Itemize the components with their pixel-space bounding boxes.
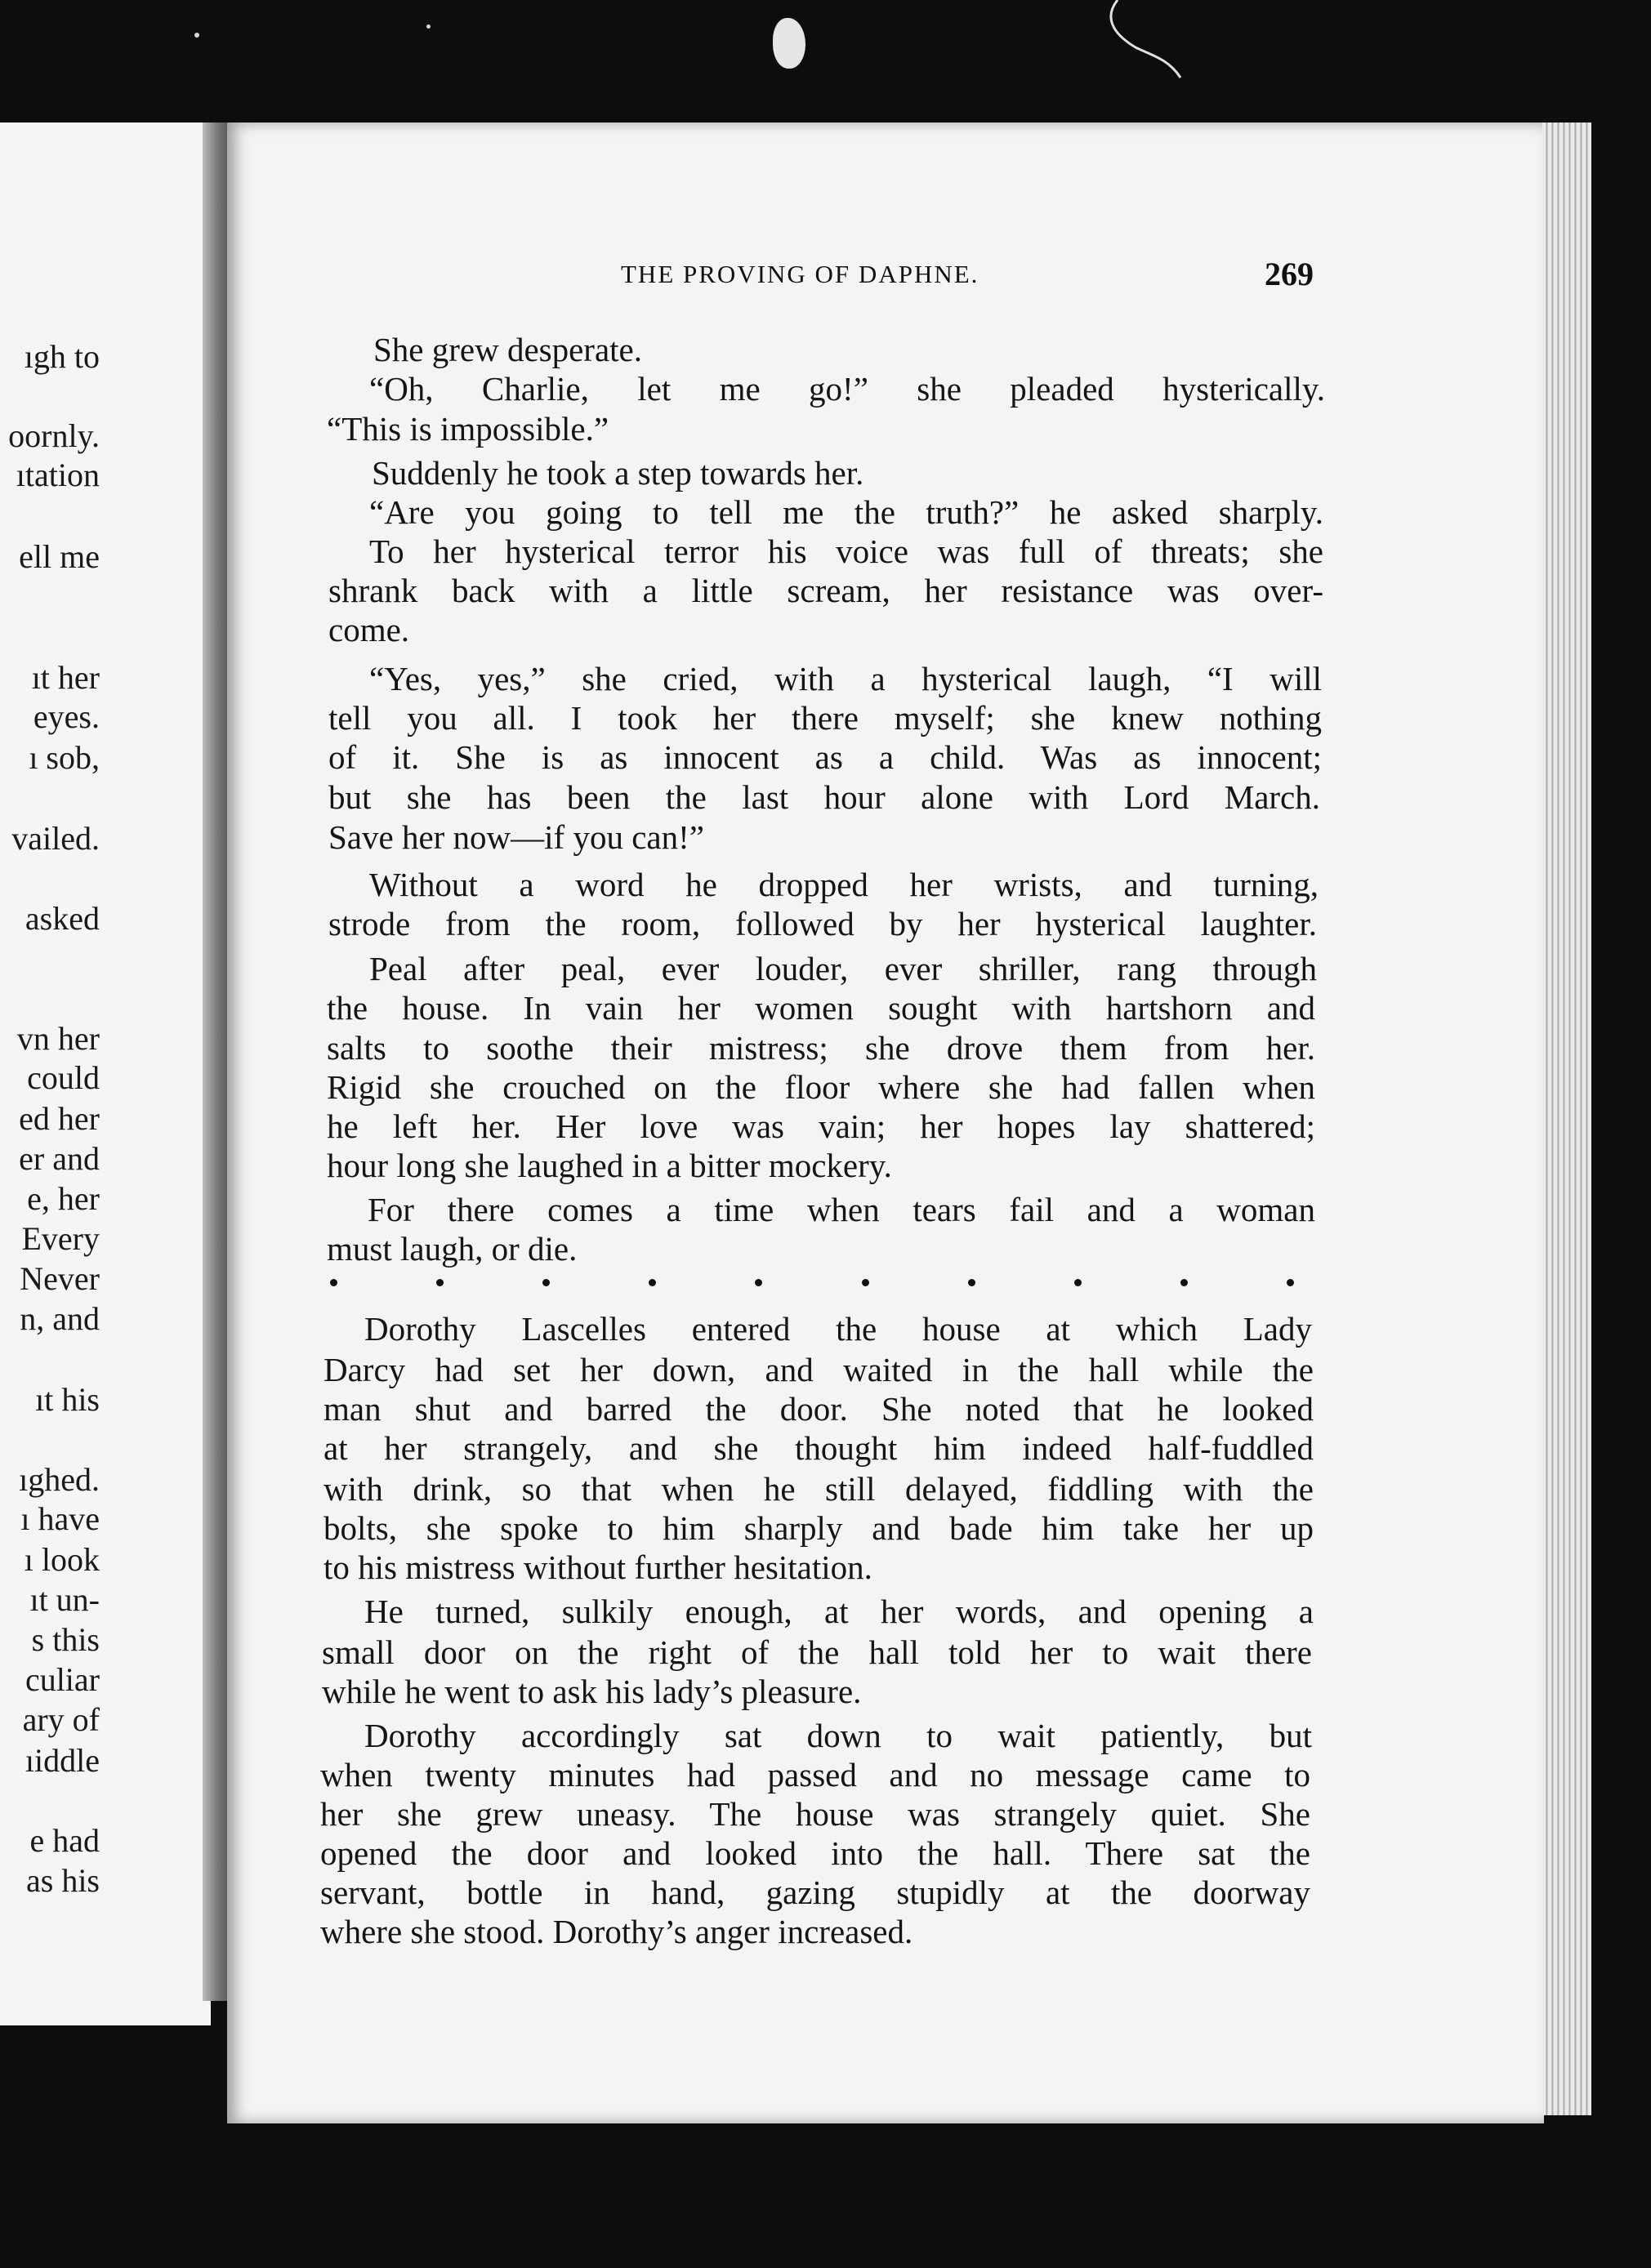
dot — [862, 1279, 869, 1286]
text-line: salts to soothe their mistress; she drove them from her. — [327, 1029, 1315, 1067]
text-line: to his mistress without further hesitation. — [324, 1548, 872, 1586]
text-line: with drink, so that when he still delayed, fiddling with the — [324, 1470, 1314, 1508]
left-page-line: culiar — [25, 1661, 100, 1698]
text-line: Save her now—if you can!” — [328, 818, 704, 856]
text-line: “This is impossible.” — [327, 410, 609, 448]
hair-fiber — [1103, 0, 1201, 90]
text-line: while he went to ask his lady’s pleasure. — [322, 1673, 862, 1710]
text-line: come. — [328, 611, 410, 648]
running-head: THE PROVING OF DAPHNE. — [621, 260, 979, 288]
page-number: 269 — [1265, 256, 1314, 292]
text-line: Dorothy Lascelles entered the house at which Lady — [364, 1310, 1312, 1348]
left-page-line: oornly. — [8, 417, 100, 454]
page-edges — [1542, 123, 1591, 2115]
text-line: Rigid she crouched on the floor where she had fallen when — [327, 1068, 1315, 1106]
dot — [1074, 1279, 1082, 1286]
left-page-line: e, her — [27, 1180, 100, 1217]
left-page-line: ıt her — [31, 659, 100, 696]
dust-speck — [773, 18, 805, 69]
dust-speck — [194, 33, 199, 38]
left-page-line: e had — [29, 1822, 100, 1859]
left-page-line: ell me — [19, 538, 100, 575]
left-page-line: ı look — [24, 1541, 100, 1578]
left-page-line: ıt his — [35, 1381, 100, 1418]
left-page-line: ıt un- — [29, 1581, 100, 1618]
dot — [542, 1279, 550, 1286]
left-page-line: ıgh to — [24, 338, 100, 375]
left-page — [0, 123, 211, 2025]
text-line: bolts, she spoke to him sharply and bade him take her up — [324, 1509, 1314, 1547]
left-page-line: ary of — [22, 1701, 100, 1738]
text-line: shrank back with a little scream, her resistance was over- — [328, 572, 1323, 609]
text-line: “Oh, Charlie, let me go!” she pleaded hysterically. — [369, 370, 1325, 408]
left-page-line: Every — [21, 1220, 100, 1257]
text-line: Peal after peal, ever louder, ever shriller, rang through — [369, 950, 1317, 987]
left-page-line: vn her — [16, 1020, 100, 1057]
left-page-line: ı have — [20, 1500, 100, 1537]
text-line: but she has been the last hour alone with Lord March. — [328, 778, 1320, 816]
text-line: he left her. Her love was vain; her hopes lay shattered; — [327, 1107, 1315, 1145]
left-page-line: Never — [20, 1260, 100, 1297]
dot — [1287, 1279, 1294, 1286]
left-page-line: asked — [25, 900, 100, 937]
left-page-line: vailed. — [11, 820, 100, 857]
text-line: Dorothy accordingly sat down to wait patiently, but — [364, 1717, 1312, 1754]
text-line: strode from the room, followed by her hysterical laughter. — [328, 905, 1317, 942]
dot — [755, 1279, 762, 1286]
dust-speck — [426, 25, 431, 29]
text-line: Without a word he dropped her wrists, and turning, — [369, 866, 1319, 903]
text-line: tell you all. I took her there myself; she knew nothing — [328, 699, 1322, 737]
text-line: opened the door and looked into the hall. There sat the — [320, 1834, 1310, 1872]
text-line: small door on the right of the hall told her to wait there — [322, 1633, 1312, 1671]
text-line: For there comes a time when tears fail and a woman — [368, 1191, 1315, 1228]
dot — [330, 1279, 337, 1286]
left-page-line: ıghed. — [19, 1461, 100, 1498]
dot — [1180, 1279, 1188, 1286]
text-line: Darcy had set her down, and waited in the hall while the — [324, 1351, 1314, 1388]
text-line: To her hysterical terror his voice was full of threats; she — [369, 532, 1323, 570]
left-page-line: ıiddle — [25, 1742, 100, 1779]
left-page-line: s this — [31, 1621, 100, 1658]
text-line: when twenty minutes had passed and no message came to — [320, 1756, 1310, 1793]
text-line: servant, bottle in hand, gazing stupidly at the doorway — [320, 1874, 1310, 1911]
dot — [436, 1279, 444, 1286]
text-line: the house. In vain her women sought with hartshorn and — [327, 989, 1315, 1027]
text-line: “Yes, yes,” she cried, with a hysterical laugh, “I will — [369, 660, 1322, 697]
left-page-line: ı sob, — [29, 739, 100, 776]
left-page-line: as his — [26, 1862, 100, 1899]
left-page-line: er and — [19, 1140, 100, 1177]
text-line: She grew desperate. — [373, 331, 643, 368]
text-line: where she stood. Dorothy’s anger increased. — [320, 1913, 913, 1950]
text-line: “Are you going to tell me the truth?” he asked sharply. — [369, 493, 1323, 531]
section-break-dots — [330, 1270, 1294, 1294]
text-line: Suddenly he took a step towards her. — [372, 454, 864, 492]
dot — [649, 1279, 656, 1286]
left-page-line: could — [27, 1059, 100, 1096]
text-line: at her strangely, and she thought him indeed half-fuddled — [324, 1429, 1314, 1467]
left-page-line: n, and — [20, 1300, 100, 1337]
text-line: her she grew uneasy. The house was strangely quiet. She — [320, 1795, 1310, 1833]
text-line: hour long she laughed in a bitter mockery. — [327, 1147, 892, 1184]
left-page-line: ed her — [19, 1100, 100, 1137]
text-line: He turned, sulkily enough, at her words, and opening a — [364, 1593, 1314, 1630]
text-line: man shut and barred the door. She noted that he looked — [324, 1390, 1314, 1428]
text-line: of it. She is as innocent as a child. Was as innocent; — [328, 738, 1322, 776]
left-page-line: eyes. — [33, 698, 100, 735]
left-page-line: ıtation — [16, 457, 100, 493]
dot — [968, 1279, 975, 1286]
text-line: must laugh, or die. — [327, 1230, 578, 1268]
